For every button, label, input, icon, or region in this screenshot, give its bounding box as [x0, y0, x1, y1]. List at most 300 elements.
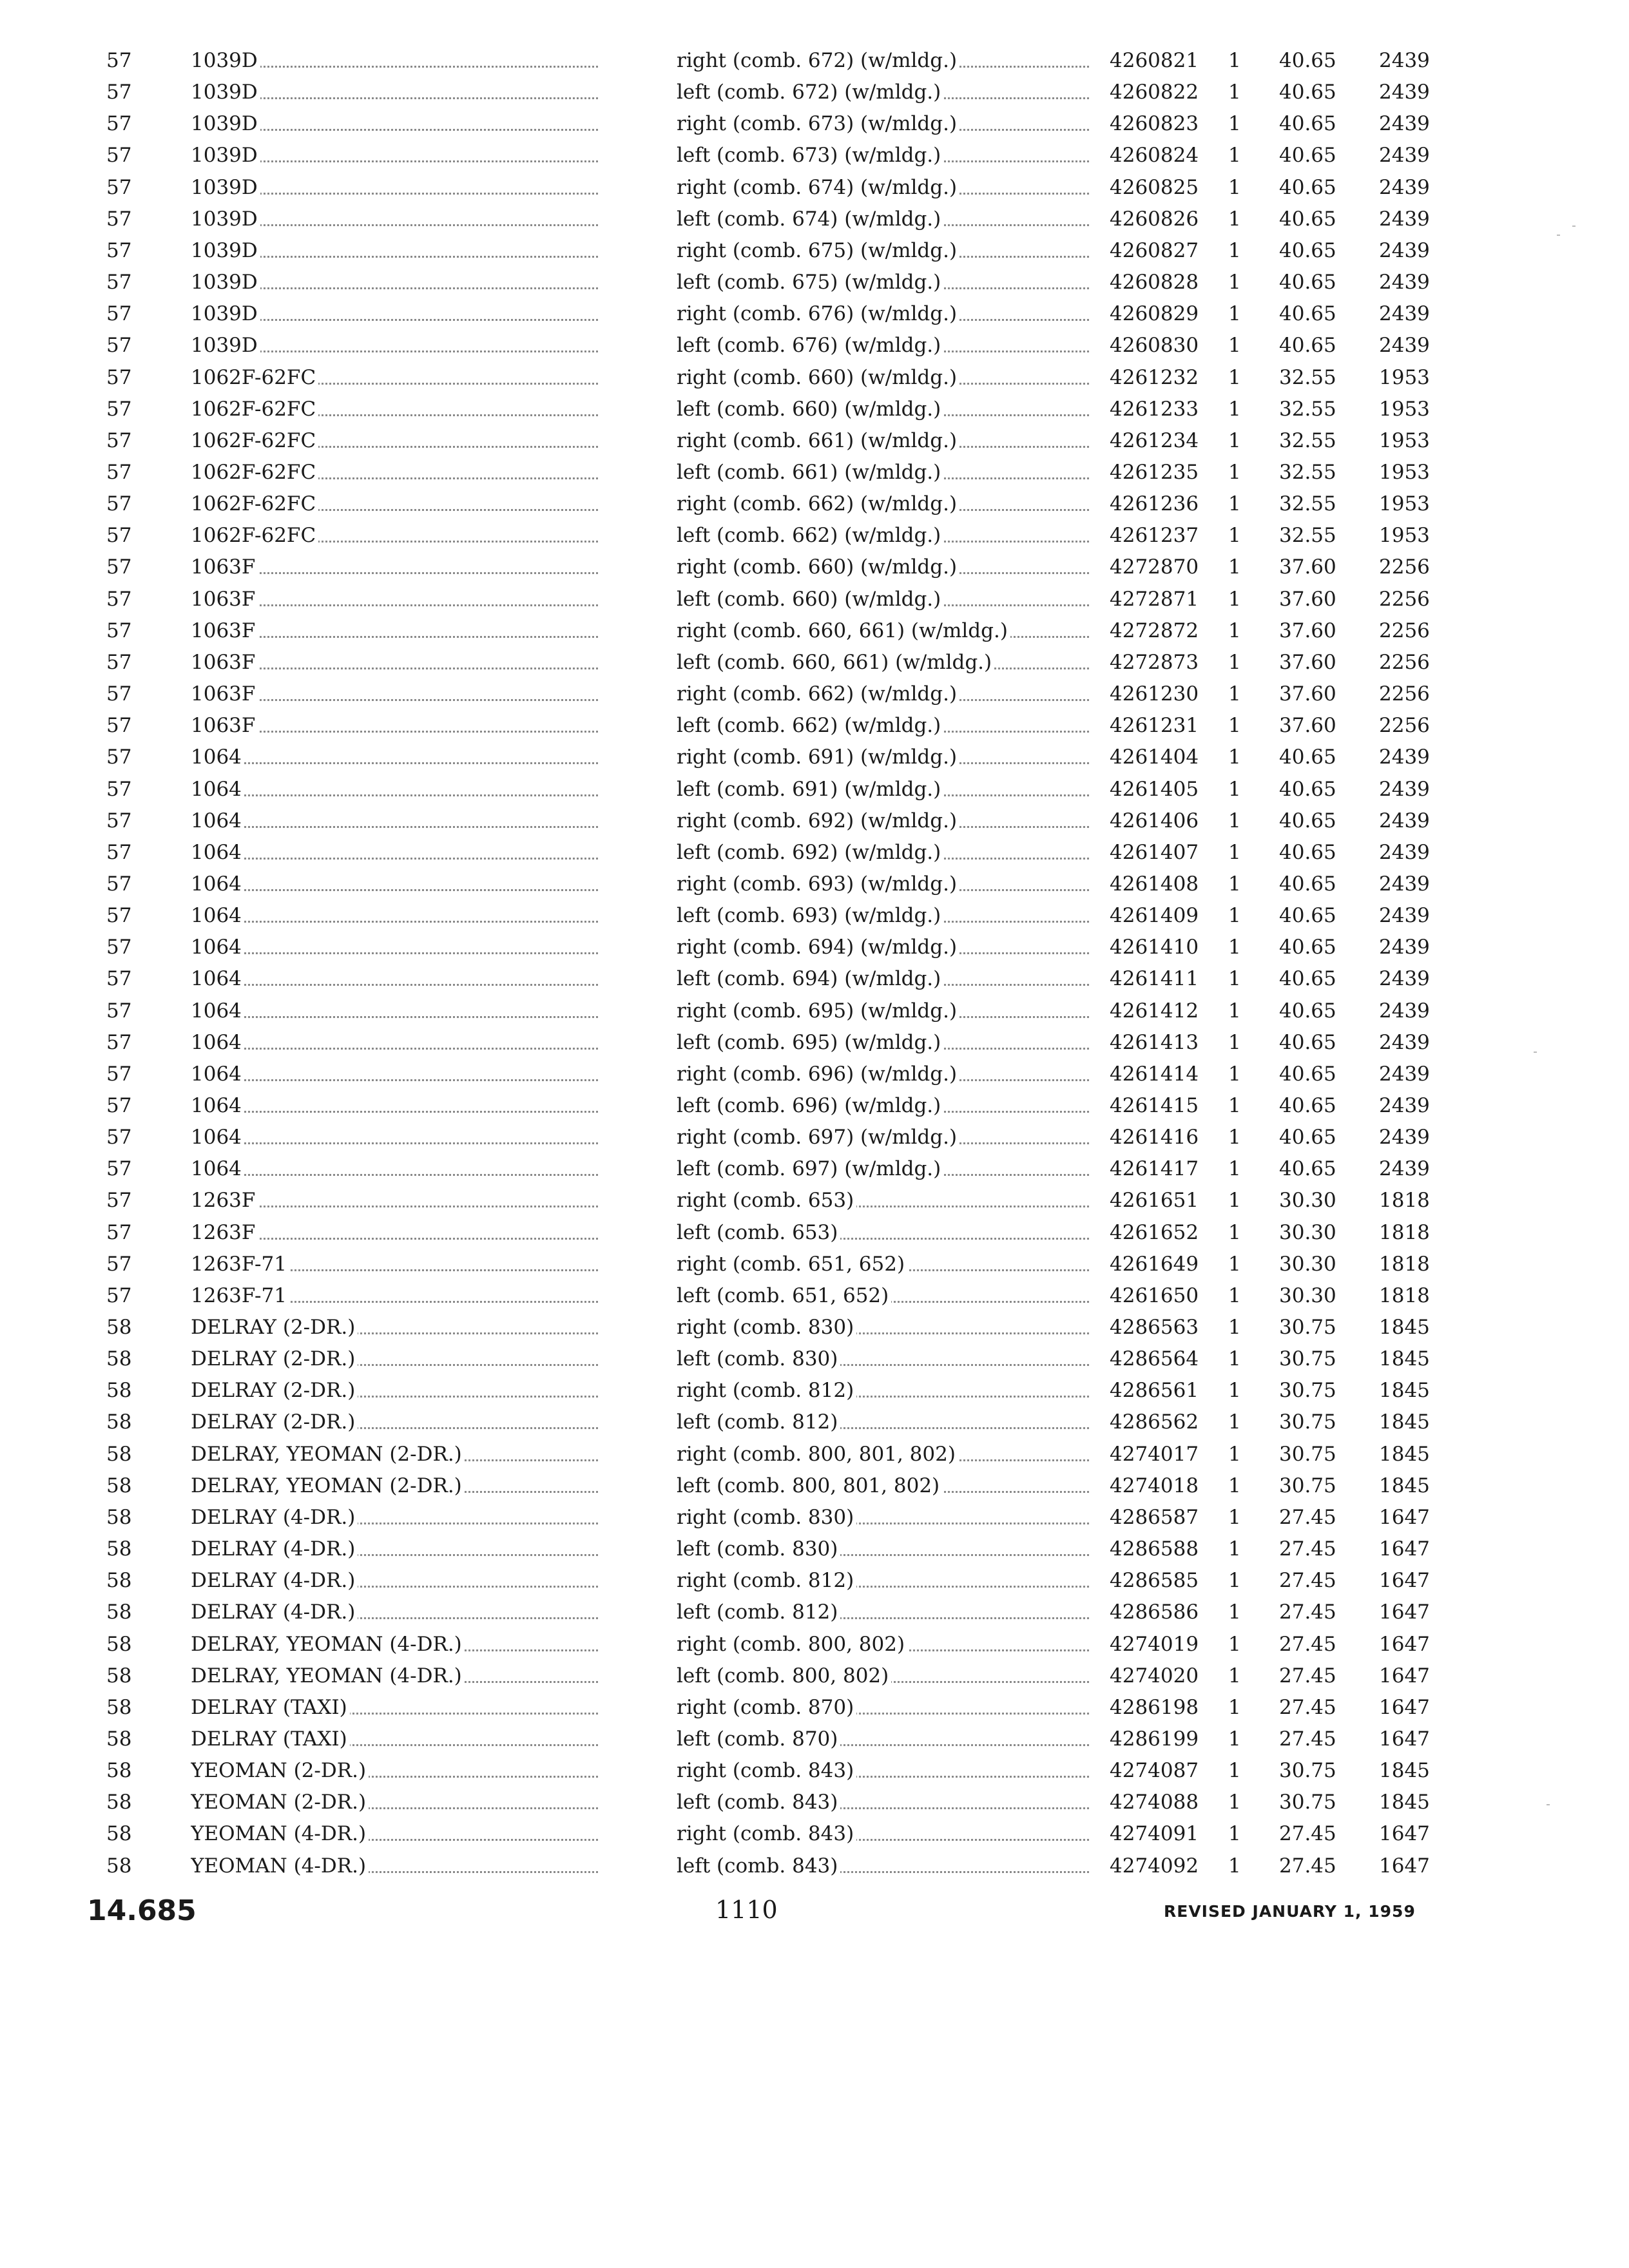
- price-cell-text: 40.65: [1279, 207, 1339, 231]
- quantity-cell-text: 1: [1228, 936, 1244, 959]
- model-cell: [191, 459, 598, 485]
- part-number-cell-text: 4286198: [1110, 1696, 1201, 1719]
- dot-leader: [191, 952, 598, 954]
- desc-cell-text: right (comb. 830): [677, 1316, 856, 1339]
- price-cell: [1279, 1061, 1363, 1087]
- year-cell-text: 58: [106, 1633, 134, 1656]
- year-cell-text: 57: [106, 967, 134, 990]
- part-number-cell-text: 4272871: [1110, 588, 1201, 611]
- price-cell-text: 27.45: [1279, 1664, 1339, 1687]
- desc-cell: [677, 618, 1089, 644]
- section-number: 14.685: [87, 1894, 197, 1927]
- year-cell: [106, 1853, 151, 1879]
- code-cell: [1379, 1409, 1456, 1435]
- year-cell: [106, 1061, 151, 1087]
- desc-cell-text: left (comb. 695) (w/mldg.): [677, 1031, 943, 1054]
- code-cell: [1379, 142, 1456, 168]
- price-cell-text: 32.55: [1279, 524, 1339, 547]
- desc-cell: [677, 1568, 1089, 1593]
- model-cell: [191, 649, 598, 675]
- price-cell-text: 40.65: [1279, 1094, 1339, 1117]
- year-cell: [106, 1346, 151, 1372]
- table-row: [0, 998, 1629, 1030]
- quantity-cell-text: 1: [1228, 524, 1244, 547]
- code-cell-text: 2439: [1379, 778, 1432, 801]
- year-cell: [106, 744, 151, 770]
- price-cell-text: 37.60: [1279, 714, 1339, 737]
- model-cell: [191, 1409, 598, 1435]
- table-row: [0, 808, 1629, 840]
- quantity-cell: [1228, 1726, 1254, 1752]
- price-cell: [1279, 618, 1363, 644]
- model-cell-text: 1039D: [191, 176, 260, 199]
- desc-cell-text: right (comb. 870): [677, 1696, 856, 1719]
- model-cell: [191, 966, 598, 992]
- year-cell: [106, 48, 151, 73]
- price-cell-text: 37.60: [1279, 651, 1339, 674]
- desc-cell-text: right (comb. 676) (w/mldg.): [677, 302, 959, 325]
- price-cell-text: 40.65: [1279, 302, 1339, 325]
- price-cell: [1279, 1030, 1363, 1055]
- year-cell: [106, 1789, 151, 1815]
- quantity-cell-text: 1: [1228, 1221, 1244, 1244]
- model-cell: [191, 554, 598, 580]
- quantity-cell: [1228, 48, 1254, 73]
- part-number-cell: [1110, 1220, 1222, 1245]
- price-cell-text: 37.60: [1279, 682, 1339, 706]
- year-cell-text: 57: [106, 872, 134, 896]
- quantity-cell-text: 1: [1228, 809, 1244, 832]
- desc-cell-text: right (comb. 662) (w/mldg.): [677, 682, 959, 706]
- code-cell-text: 1845: [1379, 1474, 1432, 1497]
- price-cell-text: 40.65: [1279, 841, 1339, 864]
- desc-cell: [677, 1441, 1089, 1467]
- code-cell: [1379, 175, 1456, 200]
- model-cell-text: 1062F-62FC: [191, 461, 318, 484]
- year-cell-text: 58: [106, 1822, 134, 1845]
- quantity-cell: [1228, 808, 1254, 834]
- code-cell: [1379, 396, 1456, 422]
- quantity-cell-text: 1: [1228, 271, 1244, 294]
- price-cell: [1279, 1346, 1363, 1372]
- code-cell-text: 1953: [1379, 366, 1432, 389]
- code-cell: [1379, 1599, 1456, 1625]
- price-cell: [1279, 301, 1363, 327]
- dot-leader: [191, 1111, 598, 1113]
- table-row: [0, 1789, 1629, 1821]
- model-cell: [191, 1536, 598, 1562]
- price-cell-text: 30.75: [1279, 1379, 1339, 1402]
- desc-cell: [677, 1093, 1089, 1119]
- quantity-cell-text: 1: [1228, 1569, 1244, 1592]
- part-number-cell: [1110, 1378, 1222, 1403]
- year-cell-text: 57: [106, 714, 134, 737]
- year-cell: [106, 1441, 151, 1467]
- table-row: [0, 618, 1629, 649]
- part-number-cell: [1110, 1695, 1222, 1720]
- quantity-cell-text: 1: [1228, 1062, 1244, 1086]
- table-row: [0, 491, 1629, 523]
- code-cell: [1379, 1726, 1456, 1752]
- price-cell: [1279, 903, 1363, 928]
- part-number-cell-text: 4260830: [1110, 334, 1201, 357]
- part-number-cell: [1110, 681, 1222, 707]
- model-cell-text: 1062F-62FC: [191, 366, 318, 389]
- part-number-cell: [1110, 713, 1222, 738]
- code-cell-text: 1845: [1379, 1759, 1432, 1782]
- quantity-cell: [1228, 998, 1254, 1024]
- dot-leader: [191, 762, 598, 764]
- year-cell-text: 58: [106, 1854, 134, 1878]
- model-cell-text: 1062F-62FC: [191, 429, 318, 452]
- part-number-cell-text: 4261230: [1110, 682, 1201, 706]
- year-cell-text: 57: [106, 1221, 134, 1244]
- price-cell-text: 30.30: [1279, 1221, 1339, 1244]
- year-cell-text: 58: [106, 1474, 134, 1497]
- quantity-cell: [1228, 1061, 1254, 1087]
- table-row: [0, 966, 1629, 997]
- part-number-cell-text: 4261412: [1110, 999, 1201, 1023]
- desc-cell: [677, 1251, 1089, 1277]
- year-cell: [106, 1187, 151, 1213]
- year-cell: [106, 1220, 151, 1245]
- desc-cell: [677, 1504, 1089, 1530]
- model-cell: [191, 301, 598, 327]
- code-cell: [1379, 1568, 1456, 1593]
- model-cell-text: 1063F: [191, 651, 258, 674]
- code-cell: [1379, 1821, 1456, 1847]
- price-cell: [1279, 1314, 1363, 1340]
- table-row: [0, 1473, 1629, 1504]
- price-cell-text: 40.65: [1279, 778, 1339, 801]
- model-cell-text: 1064: [191, 1126, 244, 1149]
- year-cell: [106, 459, 151, 485]
- quantity-cell: [1228, 428, 1254, 454]
- quantity-cell-text: 1: [1228, 555, 1244, 579]
- code-cell-text: 2439: [1379, 1157, 1432, 1180]
- part-number-cell-text: 4261237: [1110, 524, 1201, 547]
- code-cell: [1379, 618, 1456, 644]
- year-cell-text: 57: [106, 112, 134, 135]
- year-cell-text: 57: [106, 239, 134, 262]
- code-cell: [1379, 269, 1456, 295]
- code-cell-text: 1818: [1379, 1221, 1432, 1244]
- price-cell: [1279, 1409, 1363, 1435]
- table-row: [0, 840, 1629, 871]
- code-cell: [1379, 713, 1456, 738]
- model-cell: [191, 269, 598, 295]
- part-number-cell-text: 4261409: [1110, 904, 1201, 927]
- desc-cell: [677, 1599, 1089, 1625]
- desc-cell-text: left (comb. 697) (w/mldg.): [677, 1157, 943, 1180]
- model-cell-text: DELRAY (TAXI): [191, 1696, 350, 1719]
- model-cell-text: DELRAY (2-DR.): [191, 1347, 358, 1370]
- table-row: [0, 523, 1629, 554]
- quantity-cell-text: 1: [1228, 1157, 1244, 1180]
- model-cell-text: 1063F: [191, 555, 258, 579]
- price-cell: [1279, 142, 1363, 168]
- table-row: [0, 301, 1629, 332]
- quantity-cell-text: 1: [1228, 1094, 1244, 1117]
- part-number-cell: [1110, 1030, 1222, 1055]
- model-cell: [191, 998, 598, 1024]
- quantity-cell-text: 1: [1228, 112, 1244, 135]
- code-cell: [1379, 79, 1456, 105]
- part-number-cell: [1110, 1663, 1222, 1689]
- code-cell-text: 2439: [1379, 176, 1432, 199]
- table-row: [0, 1821, 1629, 1852]
- model-cell-text: 1063F: [191, 714, 258, 737]
- desc-cell-text: right (comb. 660, 661) (w/mldg.): [677, 619, 1010, 642]
- desc-cell: [677, 1789, 1089, 1815]
- desc-cell-text: right (comb. 812): [677, 1379, 856, 1402]
- price-cell: [1279, 1568, 1363, 1593]
- quantity-cell: [1228, 618, 1254, 644]
- part-number-cell-text: 4261405: [1110, 778, 1201, 801]
- year-cell-text: 58: [106, 1664, 134, 1687]
- quantity-cell-text: 1: [1228, 1759, 1244, 1782]
- part-number-cell-text: 4260824: [1110, 144, 1201, 167]
- model-cell: [191, 1093, 598, 1119]
- quantity-cell: [1228, 1821, 1254, 1847]
- code-cell-text: 1953: [1379, 398, 1432, 421]
- year-cell-text: 58: [106, 1379, 134, 1402]
- model-cell-text: DELRAY, YEOMAN (4-DR.): [191, 1664, 465, 1687]
- model-cell: [191, 1030, 598, 1055]
- price-cell-text: 40.65: [1279, 176, 1339, 199]
- quantity-cell-text: 1: [1228, 1316, 1244, 1339]
- quantity-cell: [1228, 1156, 1254, 1182]
- price-cell-text: 27.45: [1279, 1537, 1339, 1561]
- code-cell-text: 1845: [1379, 1410, 1432, 1434]
- model-cell-text: 1263F: [191, 1189, 258, 1212]
- desc-cell: [677, 1726, 1089, 1752]
- year-cell: [106, 1599, 151, 1625]
- price-cell-text: 30.75: [1279, 1443, 1339, 1466]
- desc-cell-text: right (comb. 660) (w/mldg.): [677, 555, 959, 579]
- table-row: [0, 1156, 1629, 1187]
- model-cell-text: 1039D: [191, 112, 260, 135]
- code-cell-text: 1647: [1379, 1633, 1432, 1656]
- price-cell-text: 37.60: [1279, 555, 1339, 579]
- quantity-cell: [1228, 1187, 1254, 1213]
- part-number-cell: [1110, 966, 1222, 992]
- part-number-cell: [1110, 1853, 1222, 1879]
- table-row: [0, 776, 1629, 808]
- quantity-cell: [1228, 491, 1254, 517]
- part-number-cell-text: 4261652: [1110, 1221, 1201, 1244]
- price-cell-text: 32.55: [1279, 366, 1339, 389]
- table-row: [0, 1251, 1629, 1283]
- year-cell: [106, 1821, 151, 1847]
- year-cell: [106, 681, 151, 707]
- desc-cell: [677, 966, 1089, 992]
- desc-cell-text: right (comb. 800, 801, 802): [677, 1443, 958, 1466]
- quantity-cell: [1228, 1663, 1254, 1689]
- table-row: [0, 1663, 1629, 1695]
- table-row: [0, 269, 1629, 301]
- part-number-cell: [1110, 1726, 1222, 1752]
- table-row: [0, 1061, 1629, 1093]
- part-number-cell-text: 4274019: [1110, 1633, 1201, 1656]
- table-row: [0, 1220, 1629, 1251]
- table-row: [0, 1093, 1629, 1124]
- year-cell: [106, 713, 151, 738]
- model-cell-text: 1064: [191, 841, 244, 864]
- price-cell-text: 40.65: [1279, 809, 1339, 832]
- year-cell: [106, 1283, 151, 1309]
- price-cell: [1279, 238, 1363, 264]
- dot-leader: [191, 1174, 598, 1176]
- quantity-cell: [1228, 269, 1254, 295]
- quantity-cell-text: 1: [1228, 1791, 1244, 1814]
- desc-cell-text: left (comb. 812): [677, 1600, 840, 1624]
- code-cell-text: 2439: [1379, 1126, 1432, 1149]
- desc-cell: [677, 1187, 1089, 1213]
- quantity-cell: [1228, 903, 1254, 928]
- year-cell: [106, 523, 151, 548]
- year-cell: [106, 301, 151, 327]
- table-row: [0, 681, 1629, 713]
- model-cell-text: 1039D: [191, 49, 260, 72]
- desc-cell-text: right (comb. 693) (w/mldg.): [677, 872, 959, 896]
- desc-cell-text: left (comb. 662) (w/mldg.): [677, 524, 943, 547]
- quantity-cell-text: 1: [1228, 176, 1244, 199]
- quantity-cell-text: 1: [1228, 366, 1244, 389]
- code-cell: [1379, 111, 1456, 137]
- part-number-cell: [1110, 1124, 1222, 1150]
- price-cell: [1279, 332, 1363, 358]
- part-number-cell: [1110, 744, 1222, 770]
- scan-speck: [1572, 226, 1576, 227]
- quantity-cell-text: 1: [1228, 1696, 1244, 1719]
- price-cell-text: 27.45: [1279, 1600, 1339, 1624]
- part-number-cell-text: 4286586: [1110, 1600, 1201, 1624]
- price-cell-text: 40.65: [1279, 1157, 1339, 1180]
- quantity-cell-text: 1: [1228, 1126, 1244, 1149]
- part-number-cell: [1110, 1821, 1222, 1847]
- dot-leader: [191, 984, 598, 986]
- year-cell: [106, 1093, 151, 1119]
- price-cell-text: 27.45: [1279, 1506, 1339, 1529]
- quantity-cell-text: 1: [1228, 207, 1244, 231]
- model-cell-text: 1064: [191, 1062, 244, 1086]
- code-cell-text: 2439: [1379, 872, 1432, 896]
- model-cell: [191, 934, 598, 960]
- year-cell: [106, 142, 151, 168]
- desc-cell: [677, 1346, 1089, 1372]
- desc-cell-text: left (comb. 800, 801, 802): [677, 1474, 942, 1497]
- model-cell: [191, 1220, 598, 1245]
- desc-cell-text: right (comb. 695) (w/mldg.): [677, 999, 959, 1023]
- table-row: [0, 142, 1629, 174]
- desc-cell: [677, 332, 1089, 358]
- price-cell-text: 40.65: [1279, 936, 1339, 959]
- year-cell: [106, 111, 151, 137]
- price-cell-text: 30.75: [1279, 1316, 1339, 1339]
- part-number-cell: [1110, 871, 1222, 897]
- year-cell-text: 57: [106, 1189, 134, 1212]
- year-cell: [106, 903, 151, 928]
- year-cell-text: 58: [106, 1443, 134, 1466]
- price-cell: [1279, 79, 1363, 105]
- part-number-cell: [1110, 1283, 1222, 1309]
- part-number-cell: [1110, 1568, 1222, 1593]
- model-cell: [191, 238, 598, 264]
- year-cell-text: 58: [106, 1727, 134, 1751]
- part-number-cell-text: 4261233: [1110, 398, 1201, 421]
- dot-leader: [191, 1016, 598, 1018]
- code-cell-text: 2439: [1379, 302, 1432, 325]
- quantity-cell: [1228, 586, 1254, 612]
- quantity-cell: [1228, 523, 1254, 548]
- table-row: [0, 1695, 1629, 1726]
- desc-cell-text: right (comb. 800, 802): [677, 1633, 907, 1656]
- year-cell-text: 57: [106, 461, 134, 484]
- quantity-cell-text: 1: [1228, 144, 1244, 167]
- desc-cell: [677, 808, 1089, 834]
- part-number-cell: [1110, 554, 1222, 580]
- table-row: [0, 586, 1629, 618]
- desc-cell: [677, 1220, 1089, 1245]
- price-cell: [1279, 1631, 1363, 1657]
- model-cell: [191, 1663, 598, 1689]
- model-cell-text: 1062F-62FC: [191, 492, 318, 515]
- dot-leader: [191, 826, 598, 828]
- price-cell-text: 30.75: [1279, 1410, 1339, 1434]
- year-cell-text: 57: [106, 176, 134, 199]
- quantity-cell-text: 1: [1228, 1284, 1244, 1307]
- desc-cell: [677, 175, 1089, 200]
- model-cell-text: 1039D: [191, 302, 260, 325]
- code-cell: [1379, 1030, 1456, 1055]
- price-cell: [1279, 1251, 1363, 1277]
- code-cell: [1379, 459, 1456, 485]
- code-cell: [1379, 365, 1456, 390]
- desc-cell-text: right (comb. 672) (w/mldg.): [677, 49, 959, 72]
- part-number-cell-text: 4272870: [1110, 555, 1201, 579]
- desc-cell-text: left (comb. 660, 661) (w/mldg.): [677, 651, 994, 674]
- model-cell-text: 1039D: [191, 81, 260, 104]
- table-row: [0, 1409, 1629, 1441]
- model-cell-text: 1064: [191, 1094, 244, 1117]
- quantity-cell-text: 1: [1228, 1379, 1244, 1402]
- year-cell: [106, 1758, 151, 1783]
- part-number-cell: [1110, 1156, 1222, 1182]
- part-number-cell-text: 4261414: [1110, 1062, 1201, 1086]
- price-cell: [1279, 681, 1363, 707]
- part-number-cell-text: 4261234: [1110, 429, 1201, 452]
- code-cell: [1379, 1631, 1456, 1657]
- year-cell: [106, 175, 151, 200]
- year-cell: [106, 1536, 151, 1562]
- desc-cell: [677, 301, 1089, 327]
- part-number-cell-text: 4261408: [1110, 872, 1201, 896]
- model-cell: [191, 48, 598, 73]
- code-cell-text: 2439: [1379, 239, 1432, 262]
- code-cell-text: 1845: [1379, 1791, 1432, 1814]
- model-cell-text: DELRAY (2-DR.): [191, 1410, 358, 1434]
- model-cell: [191, 808, 598, 834]
- part-number-cell: [1110, 396, 1222, 422]
- part-number-cell-text: 4261417: [1110, 1157, 1201, 1180]
- code-cell-text: 2256: [1379, 651, 1432, 674]
- model-cell: [191, 1346, 598, 1372]
- year-cell-text: 57: [106, 207, 134, 231]
- price-cell: [1279, 776, 1363, 802]
- desc-cell: [677, 1409, 1089, 1435]
- code-cell: [1379, 1251, 1456, 1277]
